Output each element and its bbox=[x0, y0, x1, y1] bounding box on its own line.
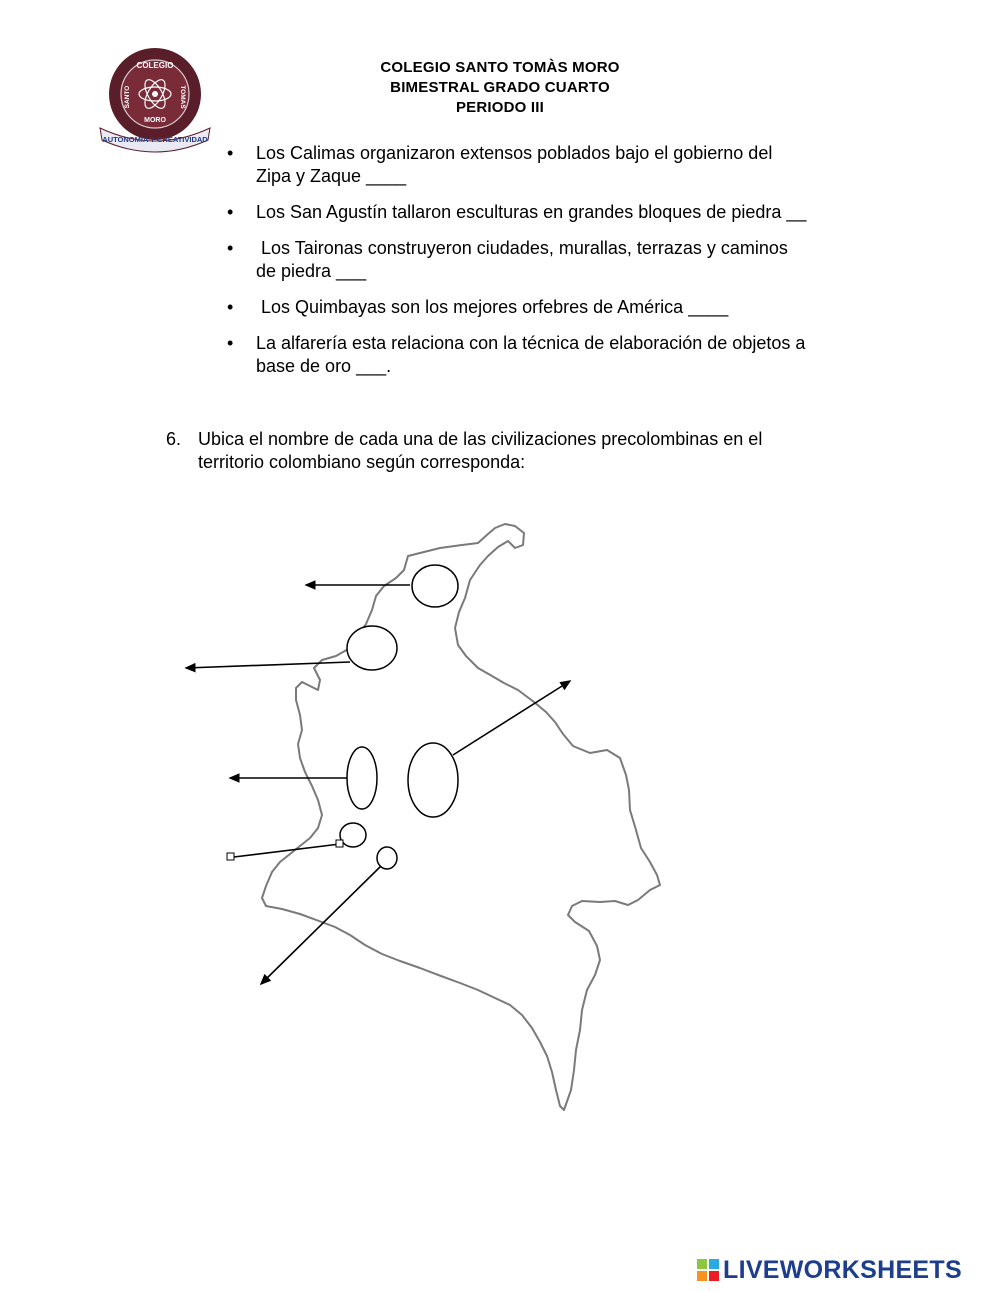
arrow-line bbox=[186, 662, 350, 668]
logo-right-text: TOMAS bbox=[179, 85, 186, 109]
question-line: Ubica el nombre de cada una de las civilizaciones precolombinas en el bbox=[198, 429, 763, 449]
brand-block bbox=[709, 1271, 719, 1281]
brand-block bbox=[697, 1259, 707, 1269]
selection-handle bbox=[227, 853, 234, 860]
answer-oval-muiscas[interactable] bbox=[408, 743, 458, 817]
colombia-map bbox=[170, 515, 690, 1135]
question-line: territorio colombiano según corresponda: bbox=[198, 452, 526, 472]
country-outline bbox=[262, 524, 660, 1110]
logo-top-text: COLEGIO bbox=[136, 61, 174, 70]
logo-left-text: SANTO bbox=[124, 85, 131, 109]
document-header bbox=[300, 58, 700, 118]
statement-line: de piedra ___ bbox=[256, 261, 367, 281]
answer-oval-san-agustin[interactable] bbox=[377, 847, 397, 869]
statement-line: Zipa y Zaque ____ bbox=[256, 166, 407, 186]
statement-line: base de oro ___. bbox=[256, 356, 392, 376]
question-text bbox=[166, 428, 846, 474]
question-6 bbox=[166, 428, 846, 474]
statement-list bbox=[225, 142, 875, 391]
liveworksheets-logo bbox=[697, 1254, 962, 1286]
answer-oval-sinu[interactable] bbox=[347, 626, 397, 670]
list-item bbox=[225, 237, 875, 283]
statement-line: Los Quimbayas son los mejores orfebres de América ____ bbox=[256, 297, 729, 317]
answer-oval-taironas[interactable] bbox=[412, 565, 458, 607]
statement-line: Los Taironas construyeron ciudades, murallas, terrazas y caminos bbox=[256, 238, 788, 258]
brand-block bbox=[697, 1271, 707, 1281]
brand-text: LIVEWORKSHEETS bbox=[723, 1255, 962, 1284]
selection-handle bbox=[336, 840, 343, 847]
brand-block bbox=[709, 1259, 719, 1269]
list-item bbox=[225, 332, 875, 378]
question-number: 6. bbox=[166, 429, 182, 449]
statement-line: Los Calimas organizaron extensos poblados bajo el gobierno del bbox=[256, 143, 773, 163]
list-item bbox=[225, 296, 875, 319]
logo-ribbon-text: AUTONOMÍA Y CREATIVIDAD bbox=[102, 135, 208, 144]
brand-blocks-icon bbox=[697, 1259, 719, 1281]
logo-bottom-text: MORO bbox=[144, 117, 166, 124]
list-item bbox=[225, 142, 875, 188]
answer-oval-west[interactable] bbox=[347, 747, 377, 809]
statement-line: Los San Agustín tallaron esculturas en grandes bloques de piedra __ bbox=[256, 202, 807, 222]
period-label: PERIODO III bbox=[455, 99, 545, 116]
list-item bbox=[225, 201, 875, 224]
statement-line: La alfarería esta relaciona con la técnica de elaboración de objetos a bbox=[256, 333, 806, 353]
exam-title: BIMESTRAL GRADO CUARTO bbox=[390, 79, 610, 96]
arrow-line bbox=[261, 866, 381, 984]
school-name: COLEGIO SANTO TOMÀS MORO bbox=[380, 59, 620, 76]
school-logo bbox=[96, 42, 214, 160]
answer-oval-calima[interactable] bbox=[340, 823, 366, 847]
arrow-line bbox=[234, 844, 340, 857]
